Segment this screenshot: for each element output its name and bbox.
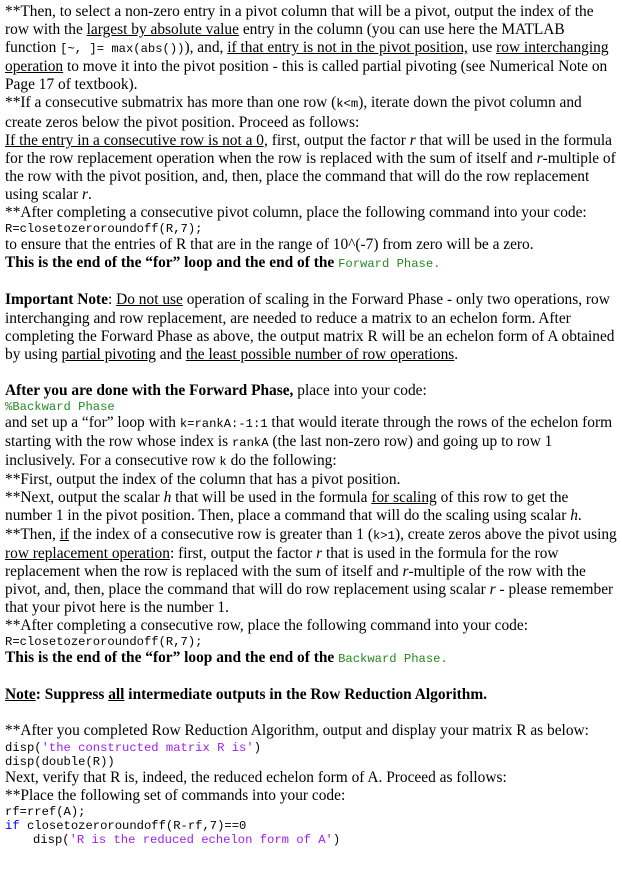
text: Important Note — [5, 291, 109, 309]
text: : — [108, 291, 117, 309]
first-step-paragraph: **First, output the index of the column that has a pivot position. — [5, 471, 401, 489]
code-line — [5, 741, 617, 755]
text: This is the end of the “for” loop and the end of the — [5, 649, 339, 667]
backward-phase-end — [5, 649, 617, 668]
text: do the following: — [226, 452, 337, 470]
code-line: disp(double(R)) — [5, 754, 115, 769]
inline-code: [~, ]= max(abs()) — [60, 42, 185, 57]
text: r — [81, 185, 88, 203]
text: **Next, output the scalar — [5, 489, 164, 507]
inline-code: k>1 — [372, 528, 395, 543]
text: Note — [5, 686, 36, 704]
code-line: %Backward Phase — [5, 399, 115, 414]
backward-loop-paragraph — [5, 414, 617, 471]
text: h — [570, 507, 578, 525]
text: that will be used in the formula for the row replacement operation when the row is replaced with the sum of itself and — [5, 131, 612, 167]
string-literal: 'R is the reduced echelon form of A' — [69, 832, 333, 847]
text: r — [536, 149, 543, 167]
important-note-paragraph — [5, 291, 617, 363]
code-line: rf=rref(A); — [5, 804, 86, 819]
text: ), iterate down the pivot column and create zeros below the pivot position. Proceed as follows: — [5, 94, 582, 131]
text: . — [87, 185, 92, 203]
text: Do not use — [116, 291, 183, 309]
text: the index of a consecutive row is greater than 1 ( — [69, 525, 373, 543]
text: ) — [332, 832, 341, 847]
verify-paragraph: Next, verify that R is, indeed, the reduced echelon form of A. Proceed as follows: — [5, 768, 507, 786]
text: that would iterate through the rows of the echelon form starting with the row whose index is — [5, 413, 613, 451]
text: -multiple of the row with the pivot, and, then, place the command that will do row replacement using scalar — [5, 562, 586, 598]
text: place into your code: — [293, 381, 427, 399]
text: r — [316, 544, 323, 562]
text: ) — [253, 740, 262, 755]
partial-pivoting-paragraph — [5, 3, 617, 94]
text: After you are done with the Forward Phase, — [5, 381, 294, 399]
text: intermediate outputs in the Row Reduction Algorithm. — [124, 686, 487, 704]
backward-phase-intro — [5, 382, 617, 400]
text: to move it into the pivot position - this is called partial pivoting (see Numerical Note on Page 17 of textbook). — [5, 58, 608, 94]
text: that is used in the formula for the row replacement when the row is replaced with the sum of itself and — [5, 544, 559, 580]
text: use — [467, 39, 497, 57]
text: first, output the factor — [267, 131, 410, 149]
display-paragraph: **After you completed Row Reduction Algorithm, output and display your matrix R as below: — [5, 722, 589, 740]
spacer — [5, 364, 617, 382]
suppress-note — [5, 686, 617, 704]
inline-code: k — [219, 455, 227, 470]
text: partial pivoting — [61, 345, 156, 363]
text: closetozeroroundoff(R-rf,7)==0 — [19, 818, 247, 833]
text: : first, output the factor — [169, 544, 317, 562]
text: disp( — [5, 740, 42, 755]
forward-phase-end — [5, 254, 617, 273]
inline-code: k<m — [336, 97, 359, 112]
text: If the entry in a consecutive row is not a 0, — [5, 131, 268, 149]
text: **Then, to select a non-zero entry in a pivot column that will be a pivot, output the index of the row with the — [5, 3, 594, 39]
commands-paragraph: **Place the following set of commands into your code: — [5, 786, 346, 804]
code-line — [5, 833, 617, 847]
text: row interchanging operation — [5, 39, 609, 76]
spacer — [5, 668, 617, 686]
text: **If a consecutive submatrix has more than one row ( — [5, 94, 337, 112]
text: - please remember that your pivot here is the number 1. — [5, 580, 614, 616]
text: r — [409, 131, 416, 149]
text: (the last non-zero row) and going up to row 1 inclusively. For a consecutive row — [5, 433, 553, 470]
text: . — [577, 507, 582, 525]
text: r — [402, 562, 409, 580]
text: ), create zeros above the pivot using — [394, 525, 617, 543]
text: row replacement operation — [5, 544, 170, 562]
inline-code: Forward Phase. — [338, 257, 441, 272]
text: This is the end of the “for” loop and the end of the — [5, 254, 339, 272]
pivot-column-paragraph: **After completing a consecutive pivot column, place the following command into your code: — [5, 204, 587, 222]
text: the least possible number of row operations — [185, 345, 455, 363]
row-replacement-paragraph — [5, 132, 617, 204]
text: ), and, — [184, 39, 228, 57]
text: . — [454, 345, 459, 363]
zeros-above-paragraph — [5, 526, 617, 617]
text: all — [108, 686, 125, 704]
text: largest by absolute value — [86, 21, 239, 39]
text: if — [59, 525, 70, 543]
rounding-paragraph: to ensure that the entries of R that are in the range of 10^(-7) from zero will be a zero. — [5, 236, 534, 254]
code-line — [5, 819, 617, 833]
text: if that entry is not in the pivot position, — [227, 39, 468, 57]
text: for scaling — [371, 489, 437, 507]
text: **Then, — [5, 525, 60, 543]
text: of this row to get the number 1 in the pivot position. Then, place a command that will do the scaling using scalar — [5, 489, 571, 525]
text: and set up a “for” loop with — [5, 413, 180, 431]
inline-code: rankA — [231, 436, 269, 451]
consecutive-row-paragraph: **After completing a consecutive row, place the following command into your code: — [5, 617, 528, 634]
text: and — [155, 345, 186, 363]
text: -multiple of the row with the pivot position, and, then, place the command that will do the row replacement using scalar — [5, 149, 616, 203]
submatrix-paragraph — [5, 94, 617, 131]
text: disp( — [33, 832, 70, 847]
text: h — [163, 489, 172, 507]
text: that will be used in the formula — [171, 489, 372, 507]
keyword: if — [5, 818, 20, 833]
inline-code: Backward Phase. — [338, 652, 448, 667]
spacer — [5, 704, 617, 722]
text: r — [489, 580, 496, 598]
string-literal: 'the constructed matrix R is' — [41, 740, 254, 755]
code-line: R=closetozeroroundoff(R,7); — [5, 635, 203, 650]
spacer — [5, 273, 617, 291]
text: : Suppress — [35, 686, 109, 704]
text: entry in the column (you can use here the MATLAB function — [5, 21, 565, 57]
scaling-paragraph — [5, 489, 617, 525]
text: operation of scaling in the Forward Phase - only two operations, row interchanging and row replacement, are needed to reduce a matrix to an echelon form. After completing the Forward Phase as above, the output matrix R will be an echelon form of A obtained by using — [5, 291, 615, 363]
code-line: R=closetozeroroundoff(R,7); — [5, 222, 203, 237]
inline-code: k=rankA:-1:1 — [179, 416, 268, 431]
